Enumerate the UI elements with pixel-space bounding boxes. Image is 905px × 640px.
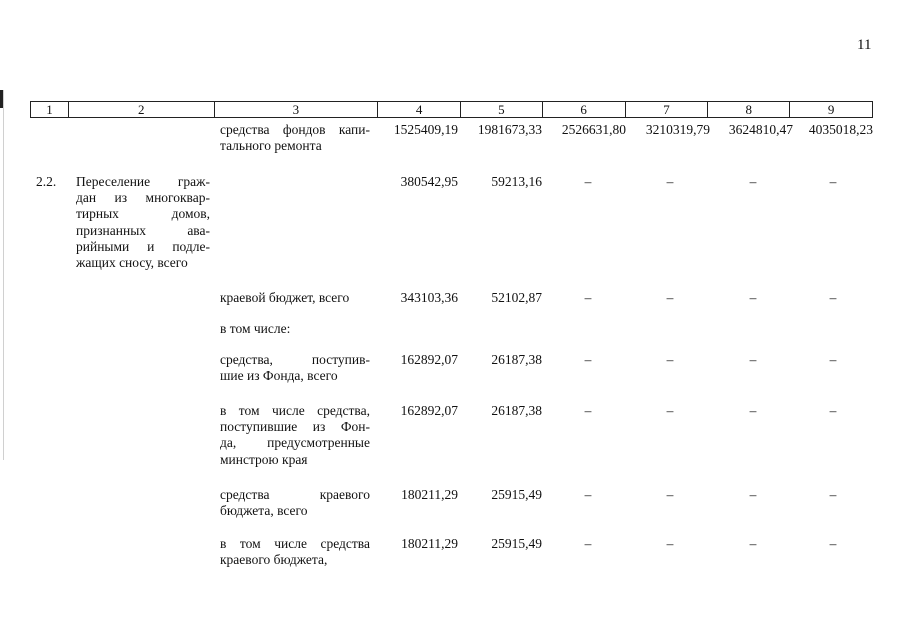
row-title-line: рийными и подле- bbox=[76, 238, 210, 254]
row-title-line: признанных ава- bbox=[76, 222, 210, 238]
value-cell: 25915,49 bbox=[491, 536, 542, 551]
value-cell: – bbox=[666, 536, 674, 551]
value-cell: – bbox=[666, 403, 674, 418]
value-cell: 1525409,19 bbox=[393, 122, 458, 137]
value-cell: – bbox=[829, 290, 837, 305]
funding-source-line: в том числе средства, bbox=[220, 403, 370, 418]
funding-source-line: средства фондов капи- bbox=[220, 122, 370, 137]
funding-source bbox=[220, 352, 370, 384]
value-cell: 25915,49 bbox=[491, 487, 542, 502]
row-number: 2.2. bbox=[36, 174, 57, 189]
funding-source-line: минстрою края bbox=[220, 451, 308, 467]
value-cell: – bbox=[749, 290, 757, 305]
value-cell: 180211,29 bbox=[401, 487, 458, 502]
column-number: 4 bbox=[378, 102, 461, 117]
funding-source-line: шие из Фонда, всего bbox=[220, 368, 338, 384]
value-cell: – bbox=[666, 487, 674, 502]
value-cell: 59213,16 bbox=[491, 174, 542, 189]
value-cell: 162892,07 bbox=[400, 403, 458, 418]
value-cell: – bbox=[584, 174, 592, 189]
column-number: 9 bbox=[827, 102, 835, 117]
value-cell: – bbox=[829, 403, 837, 418]
value-cell: – bbox=[584, 403, 592, 418]
value-cell: 26187,38 bbox=[491, 352, 542, 367]
value-cell: – bbox=[584, 536, 592, 551]
value-cell: – bbox=[584, 290, 592, 305]
funding-source-line: тального ремонта bbox=[220, 138, 322, 154]
row-title-line: Переселение граж- bbox=[76, 174, 210, 189]
funding-source-line: поступившие из Фон- bbox=[220, 419, 370, 435]
funding-source bbox=[220, 321, 370, 337]
value-cell: – bbox=[666, 352, 674, 367]
value-cell: 380542,95 bbox=[400, 174, 458, 189]
value-cell: – bbox=[829, 352, 837, 367]
value-cell: – bbox=[749, 403, 757, 418]
value-cell: – bbox=[749, 352, 757, 367]
column-number: 8 bbox=[708, 102, 790, 117]
value-cell: 162892,07 bbox=[400, 352, 458, 367]
value-cell: 4035018,23 bbox=[808, 122, 873, 137]
value-cell: 343103,36 bbox=[400, 290, 458, 305]
column-number: 3 bbox=[215, 102, 379, 117]
column-number: 2 bbox=[69, 102, 215, 117]
funding-source-line: в том числе средства bbox=[220, 536, 370, 551]
value-cell: – bbox=[584, 352, 592, 367]
funding-source-line: бюджета, всего bbox=[220, 503, 308, 519]
row-title-line: дан из многоквар- bbox=[76, 190, 210, 206]
value-cell: – bbox=[666, 174, 674, 189]
scan-margin-line bbox=[3, 90, 4, 460]
value-cell: 26187,38 bbox=[491, 403, 542, 418]
table-column-numbers bbox=[30, 101, 873, 118]
value-cell: 3624810,47 bbox=[728, 122, 793, 137]
value-cell: – bbox=[666, 290, 674, 305]
funding-source-line: краевой бюджет, всего bbox=[220, 290, 350, 305]
funding-source-line: средства краевого bbox=[220, 487, 370, 502]
funding-source bbox=[220, 536, 370, 568]
value-cell: – bbox=[829, 487, 837, 502]
value-cell: 2526631,80 bbox=[561, 122, 626, 137]
value-cell: – bbox=[829, 536, 837, 551]
column-number: 1 bbox=[31, 102, 69, 117]
funding-source-line: в том числе: bbox=[220, 321, 291, 336]
funding-source bbox=[220, 403, 370, 468]
funding-source-line: краевого бюджета, bbox=[220, 552, 328, 568]
value-cell: – bbox=[749, 174, 757, 189]
value-cell: – bbox=[749, 536, 757, 551]
column-number: 5 bbox=[461, 102, 543, 117]
row-title bbox=[76, 174, 210, 271]
column-number: 7 bbox=[626, 102, 709, 117]
page-number: 11 bbox=[857, 37, 872, 53]
funding-source-line: средства, поступив- bbox=[220, 352, 370, 367]
value-cell: 1981673,33 bbox=[477, 122, 542, 137]
funding-source bbox=[220, 487, 370, 519]
value-cell: – bbox=[749, 487, 757, 502]
funding-source bbox=[220, 290, 370, 306]
value-cell: 3210319,79 bbox=[645, 122, 710, 137]
value-cell: 52102,87 bbox=[491, 290, 542, 305]
row-title-line: жащих сносу, всего bbox=[76, 254, 188, 270]
value-cell: – bbox=[829, 174, 837, 189]
row-title-line: тирных домов, bbox=[76, 206, 210, 222]
funding-source bbox=[220, 122, 370, 154]
column-number: 6 bbox=[543, 102, 626, 117]
value-cell: – bbox=[584, 487, 592, 502]
funding-source-line: да, предусмотренные bbox=[220, 435, 370, 451]
value-cell: 180211,29 bbox=[401, 536, 458, 551]
